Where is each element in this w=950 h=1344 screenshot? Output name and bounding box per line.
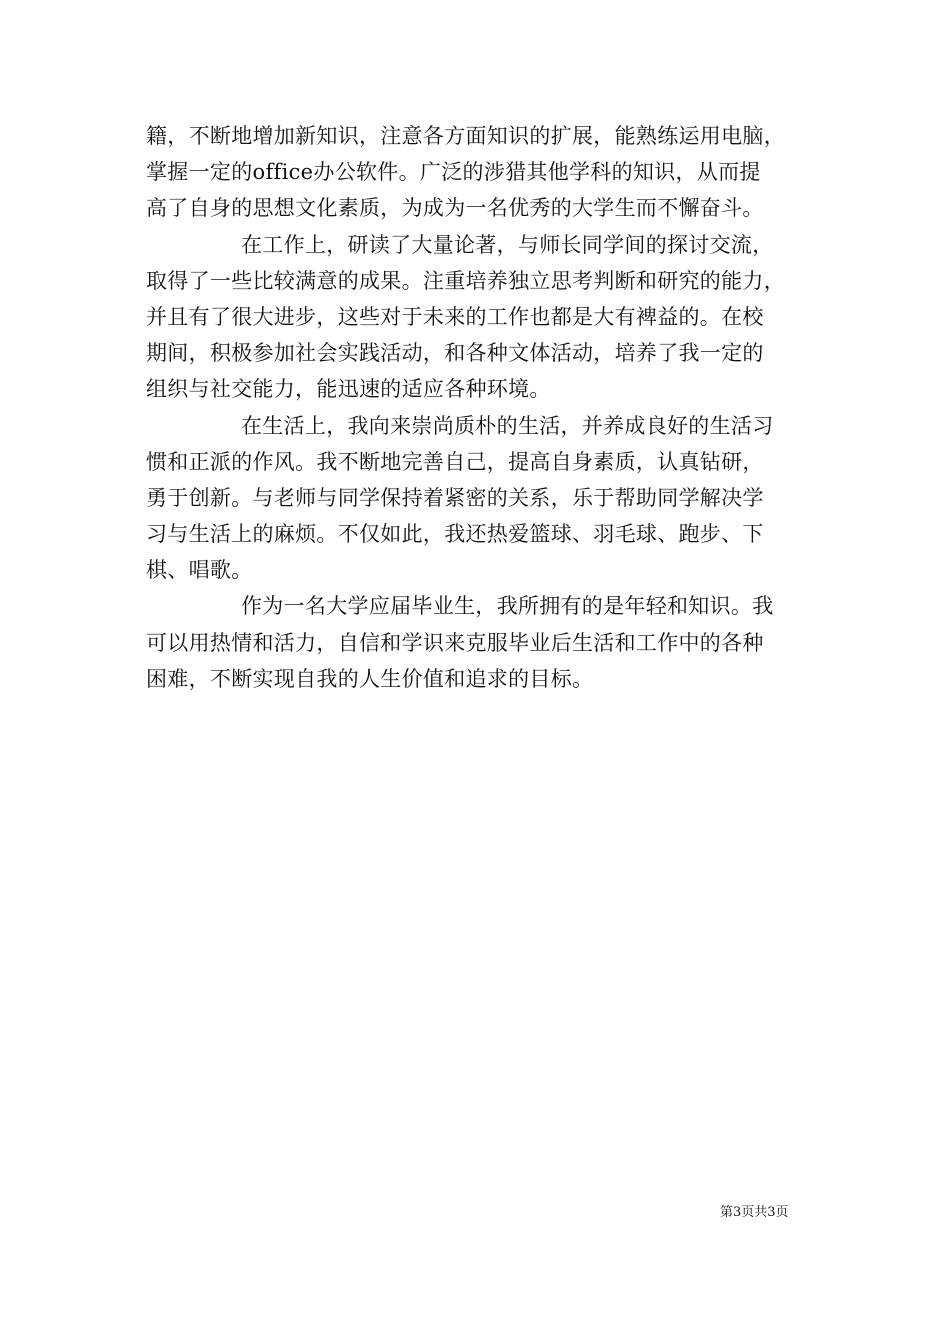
text-line: 可以用热情和活力，自信和学识来克服毕业后生活和工作中的各种 bbox=[146, 630, 764, 655]
text-line: 惯和正派的作风。我不断地完善自己，提高自身素质，认真钻研， bbox=[146, 449, 764, 474]
text-line: 高了自身的思想文化素质，为成为一名优秀的大学生而不懈奋斗。 bbox=[146, 196, 764, 221]
paragraph-start-line: 在工作上，研读了大量论著，与师长同学间的探讨交流， bbox=[241, 232, 774, 257]
text-line: 困难，不断实现自我的人生价值和追求的目标。 bbox=[146, 666, 594, 691]
text-line: 籍，不断地增加新知识，注意各方面知识的扩展，能熟练运用电脑， bbox=[146, 124, 785, 148]
paragraph-start-line: 作为一名大学应届毕业生，我所拥有的是年轻和知识。我 bbox=[241, 594, 774, 619]
text-line: 取得了一些比较满意的成果。注重培养独立思考判断和研究的能力， bbox=[146, 268, 785, 293]
text-line: 并且有了很大进步，这些对于未来的工作也都是大有裨益的。在校 bbox=[146, 304, 764, 329]
text-line: 期间，积极参加社会实践活动，和各种文体活动，培养了我一定的 bbox=[146, 341, 764, 366]
text-line: 勇于创新。与老师与同学保持着紧密的关系，乐于帮助同学解决学 bbox=[146, 485, 764, 510]
document-body bbox=[146, 118, 810, 697]
text-line: 掌握一定的office办公软件。广泛的涉猎其他学科的知识，从而提 bbox=[146, 160, 761, 185]
text-line: 棋、唱歌。 bbox=[146, 558, 253, 583]
text-line: 习与生活上的麻烦。不仅如此，我还热爱篮球、羽毛球、跑步、下 bbox=[146, 522, 764, 547]
page-number-footer: 第3页共3页 bbox=[720, 1205, 789, 1220]
text-line: 组织与社交能力，能迅速的适应各种环境。 bbox=[146, 377, 551, 402]
paragraph-start-line: 在生活上，我向来崇尚质朴的生活，并养成良好的生活习 bbox=[241, 413, 774, 438]
